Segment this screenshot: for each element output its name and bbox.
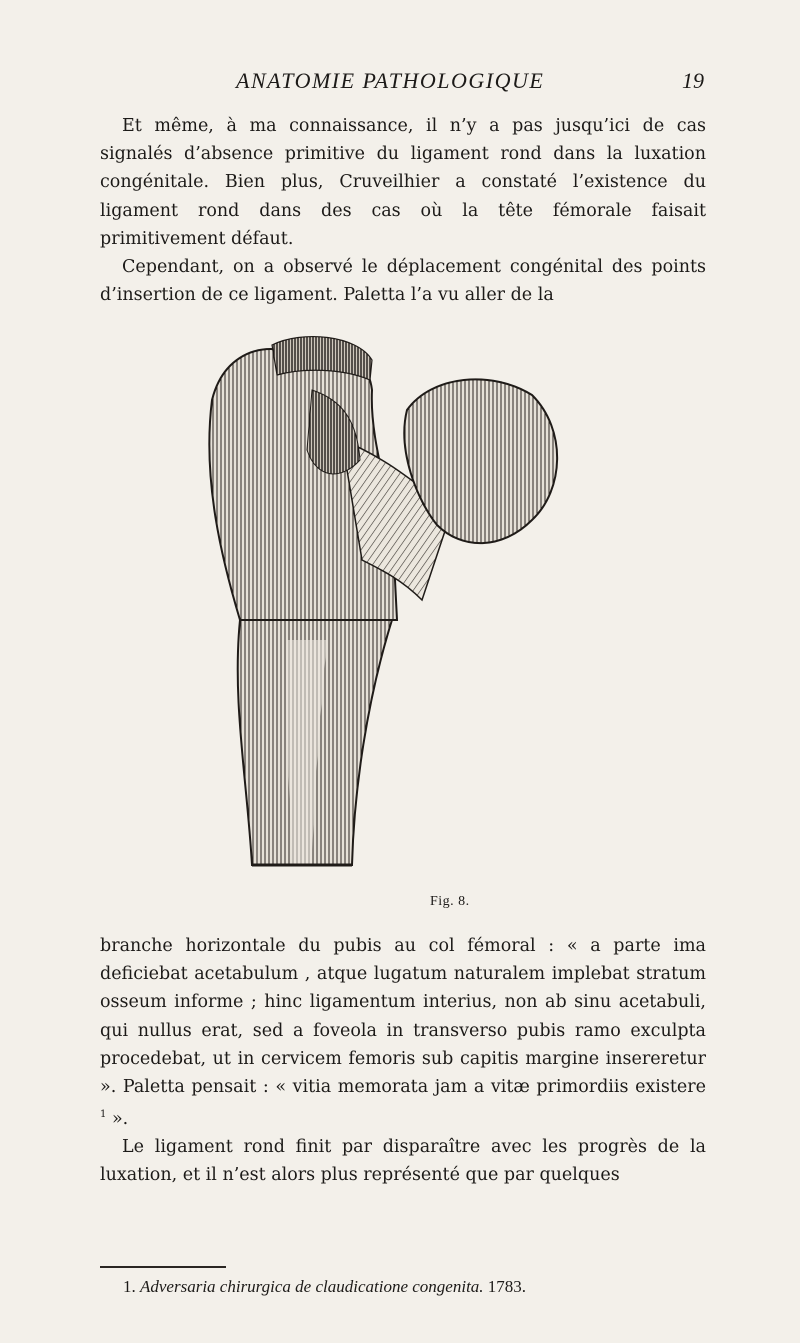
running-title: ANATOMIE PATHOLOGIQUE bbox=[236, 68, 545, 93]
paragraph: Cependant, on a observé le déplacement congénital des points d’insertion de ce ligament. Paletta l’a vu aller de la bbox=[100, 257, 706, 306]
femur-illustration bbox=[192, 320, 582, 890]
text-block-bottom bbox=[100, 932, 706, 1190]
figure-caption: Fig. 8. bbox=[430, 894, 470, 909]
footnote-year: 1783. bbox=[487, 1277, 527, 1296]
footnote-title: Adversaria chirurgica de claudicatione congenita. bbox=[140, 1277, 484, 1296]
quote-close: ». bbox=[106, 1109, 129, 1130]
text-block-top bbox=[100, 112, 706, 309]
footnote bbox=[123, 1277, 723, 1297]
footnote-rule bbox=[100, 1266, 226, 1268]
page-header bbox=[0, 68, 800, 100]
footnote-number: 1. bbox=[123, 1277, 136, 1296]
paragraph: Le ligament rond finit par disparaître avec les progrès de la luxation, et il n’est alors plus représenté que par quelques bbox=[100, 1137, 706, 1186]
footnote-marker: 1 bbox=[100, 1109, 107, 1121]
paragraph bbox=[100, 932, 706, 1133]
page-number: 19 bbox=[682, 68, 704, 93]
femur-figure bbox=[192, 320, 582, 890]
paragraph-text: branche horizontale du pubis au col fémoral : « a parte ima deficiebat acetabulum , atque lugatum naturalem implebat stratum osseum informe ; hinc ligamentum interius, non ab sinu acetabuli, qui nullus erat, sed a foveola in transverso pubis ramo exculpta procedebat, ut in cervicem femoris sub capitis margine insereretur ». Paletta pensait : « vitia memorata jam a vitæ primordiis existere bbox=[100, 936, 706, 1098]
paragraph: Et même, à ma connaissance, il n’y a pas jusqu’ici de cas signalés d’absence primitive du ligament rond dans la luxation congénitale. Bien plus, Cruveilhier a constaté l’existence du ligament rond dans des cas où la tête fémorale faisait primitivement défaut. bbox=[100, 116, 706, 249]
